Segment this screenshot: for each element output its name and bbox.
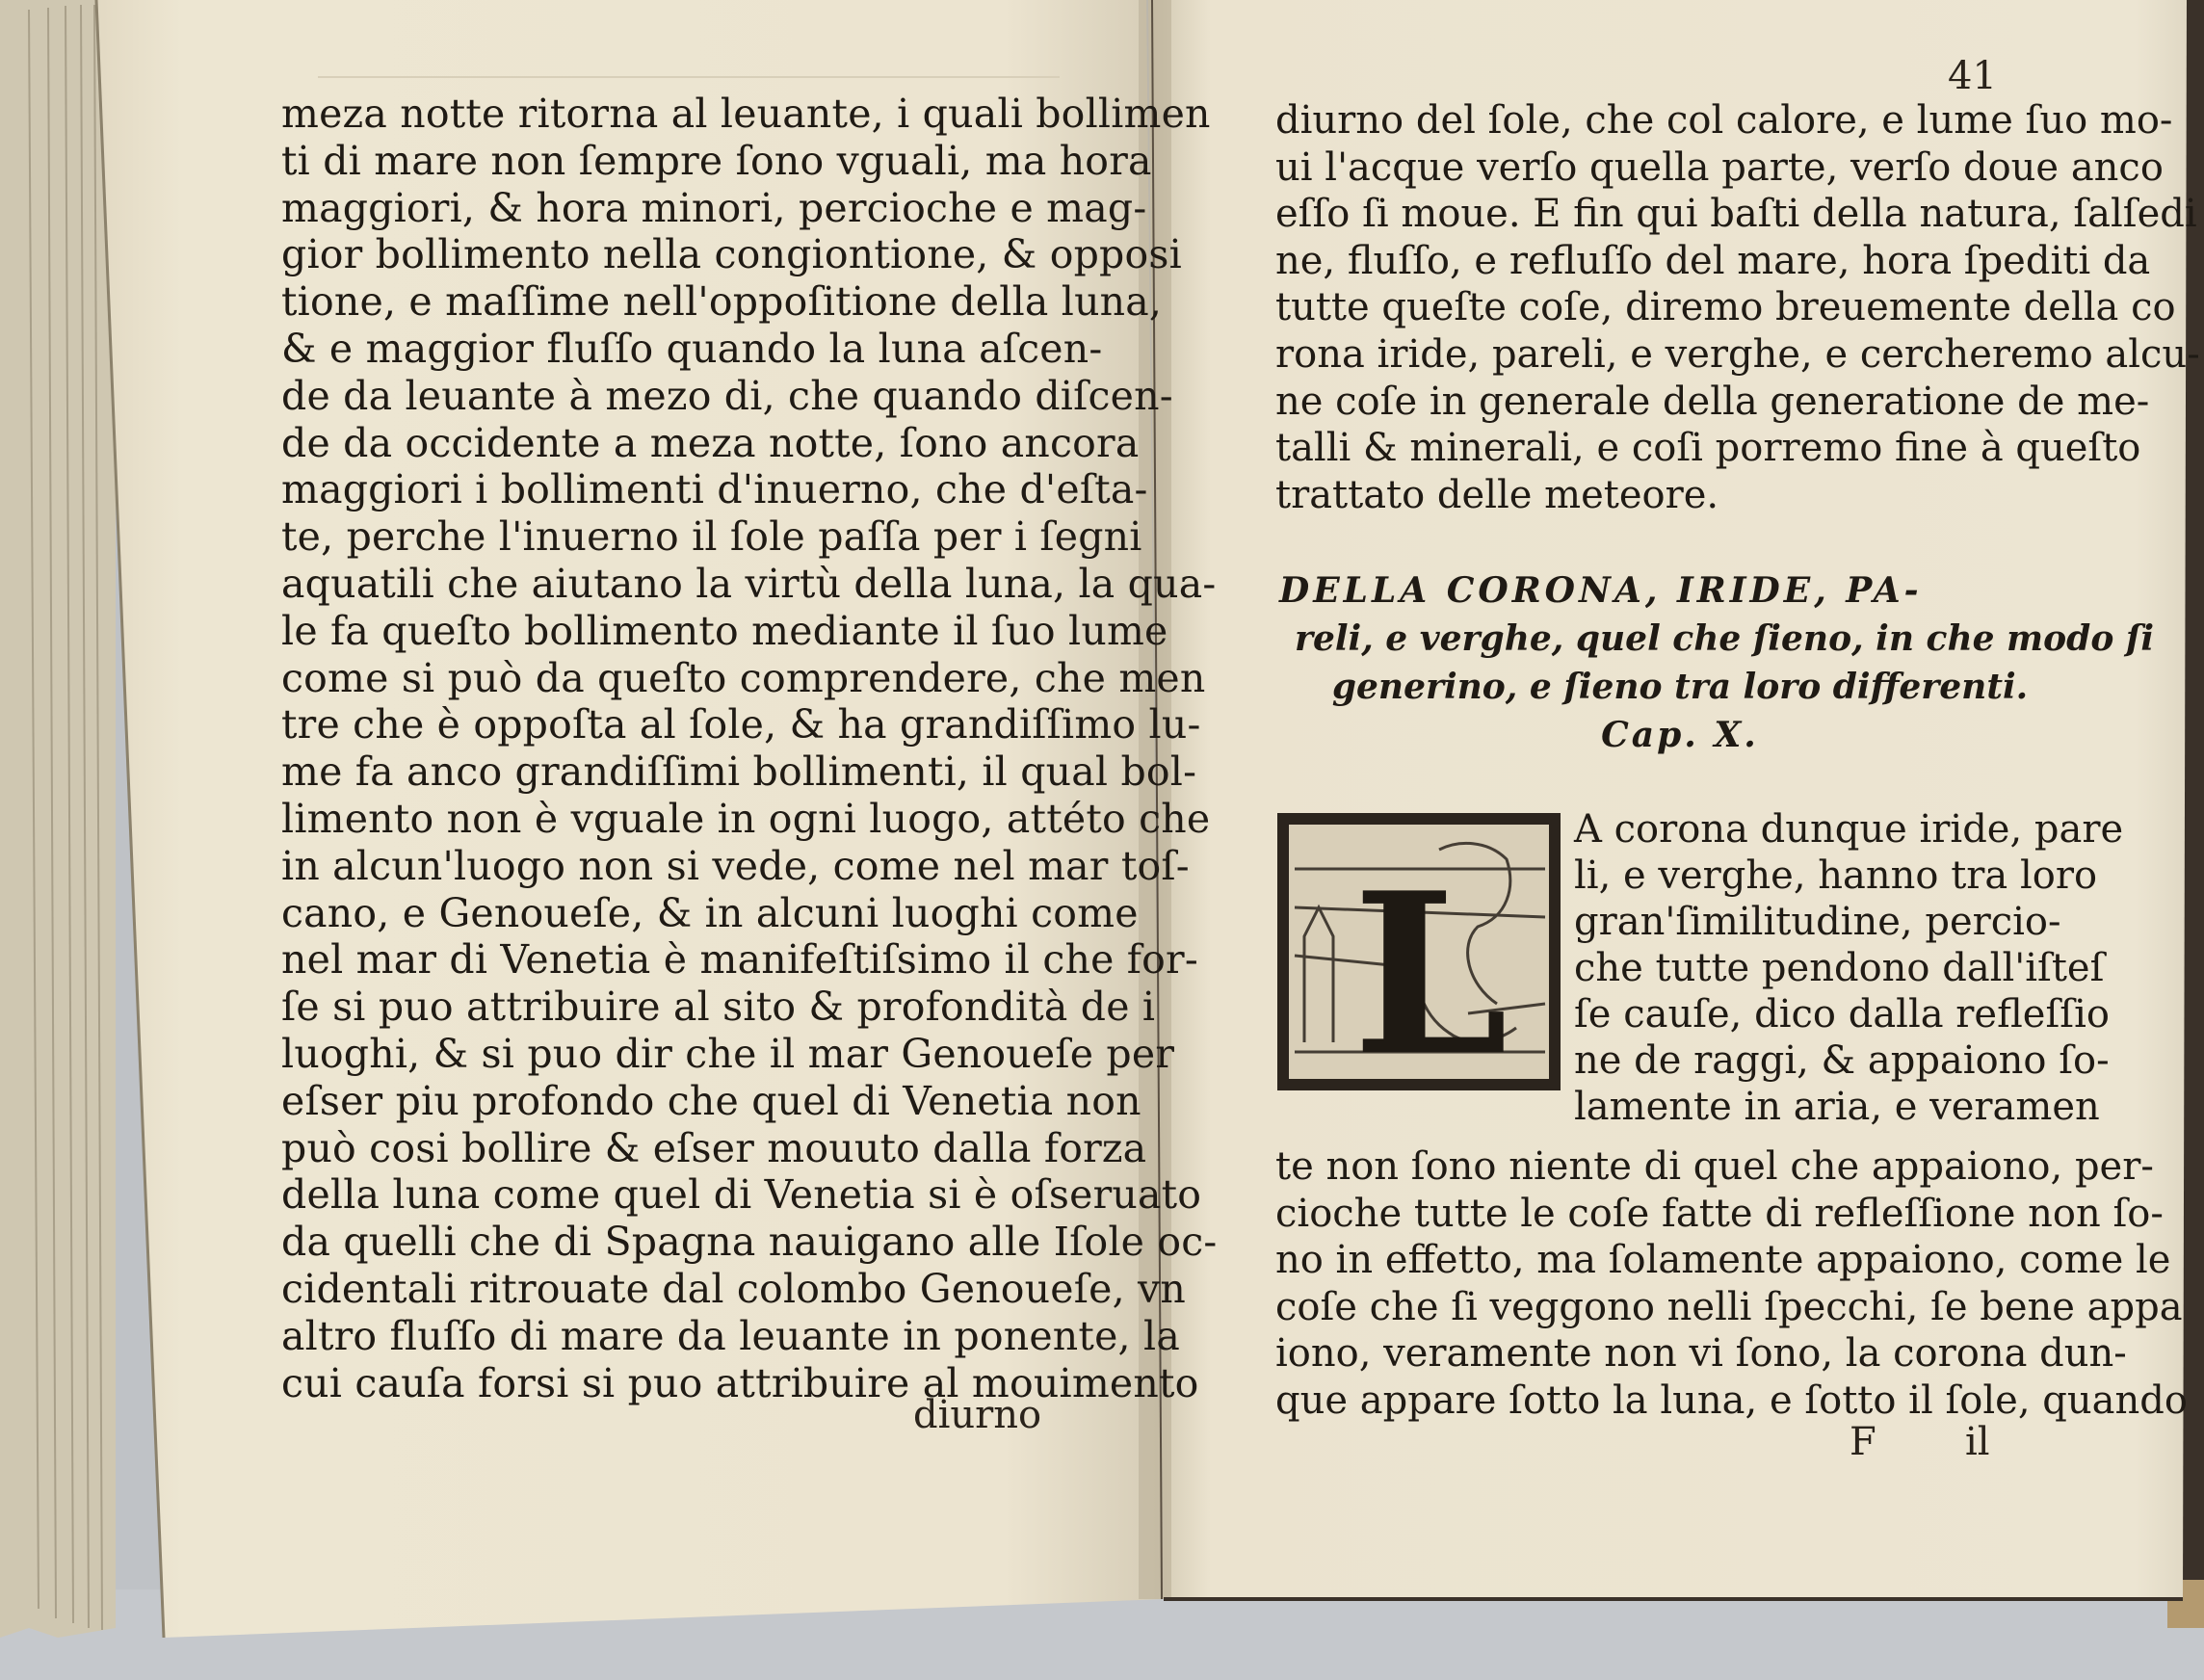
text-line: cano, e Genoueſe, & in alcuni luoghi come bbox=[281, 889, 1139, 936]
text-line: cioche tutte le coſe fatte di refleſſione non ſo- bbox=[1275, 1191, 2164, 1236]
text-line: & e maggior fluſſo quando la luna aſcen- bbox=[281, 326, 1103, 372]
text-line: ſe si puo attribuire al sito & profondità de i bbox=[281, 984, 1156, 1031]
text-line: talli & minerali, e coſi porremo fine à queſto bbox=[1275, 426, 2141, 471]
left-page-text bbox=[281, 91, 1218, 1439]
chapter-heading-line: reli, e verghe, quel che ſieno, in che modo ſi bbox=[1295, 618, 2155, 659]
text-line: lamente in aria, e veramen bbox=[1574, 1085, 2100, 1129]
text-line: trattato delle meteore. bbox=[1275, 472, 1719, 517]
text-line: altro fluſſo di mare da leuante in ponente, la bbox=[281, 1312, 1180, 1359]
text-line: luoghi, & si puo dir che il mar Genoueſe per bbox=[281, 1031, 1175, 1077]
text-line: cui cauſa forsi si puo attribuire al mouimento bbox=[281, 1359, 1199, 1406]
text-line: tione, e maſſime nell'oppoſitione della luna, bbox=[281, 278, 1163, 326]
text-line: rona iride, pareli, e verghe, e cercheremo alcu- bbox=[1275, 332, 2200, 377]
text-line: te, perche l'inuerno il ſole paſſa per i ſegni bbox=[281, 513, 1142, 561]
text-line: no in effetto, ma ſolamente appaiono, come le bbox=[1275, 1238, 2171, 1283]
text-line: de da leuante à mezo di, che quando diſcen- bbox=[281, 372, 1173, 419]
text-line: che tutte pendono dall'iſteſ bbox=[1574, 946, 2105, 990]
text-line: cidentali ritrouate dal colombo Genoueſe, vn bbox=[281, 1266, 1187, 1312]
text-line: ne, fluſſo, e refluſſo del mare, hora ſpediti da bbox=[1275, 238, 2151, 283]
text-line: de da occidente a meza notte, ſono ancora bbox=[281, 419, 1140, 466]
text-line: limento non è vguale in ogni luogo, attéto che bbox=[281, 796, 1211, 842]
text-line: meza notte ritorna al leuante, i quali bollimen bbox=[281, 91, 1211, 137]
text-line: coſe che ſi veggono nelli ſpecchi, ſe bene appa bbox=[1275, 1284, 2183, 1329]
drop-cap-woodcut bbox=[1275, 811, 1562, 1092]
chapter-heading-line: generino, e ſieno tra loro differenti. bbox=[1331, 667, 2029, 707]
text-line: da quelli che di Spagna nauigano alle Iſole oc- bbox=[281, 1219, 1218, 1266]
text-line: aquatili che aiutano la virtù della luna, la qua- bbox=[281, 561, 1217, 607]
text-line: gior bollimento nella congiontione, & opposi bbox=[281, 231, 1182, 278]
text-line: come si può da queſto comprendere, che men bbox=[281, 654, 1206, 701]
text-line: iono, veramente non vi ſono, la corona dun- bbox=[1275, 1331, 2127, 1377]
text-line: que appare ſotto la luna, e ſotto il ſole, quando bbox=[1275, 1378, 2188, 1423]
drop-cap-letter: L bbox=[1352, 845, 1509, 1092]
signature-mark: F bbox=[1850, 1420, 1876, 1464]
text-line: ne coſe in generale della generatione de me- bbox=[1275, 379, 2150, 424]
text-line: in alcun'luogo non si vede, come nel mar toſ- bbox=[281, 842, 1190, 889]
text-line: ne de raggi, & appaiono ſo- bbox=[1574, 1038, 2110, 1083]
text-line: te non ſono niente di quel che appaiono, per- bbox=[1275, 1144, 2154, 1189]
text-line: ti di mare non ſempre ſono vguali, ma hora bbox=[281, 137, 1152, 184]
text-line: diurno del ſole, che col calore, e lume ſuo mo- bbox=[1275, 98, 2173, 143]
page-number: 41 bbox=[1948, 54, 1997, 98]
text-line: eſser piu profondo che quel di Venetia non bbox=[281, 1077, 1141, 1124]
right-page-catchword: il bbox=[1965, 1420, 1990, 1464]
text-line: maggiori, & hora minori, percioche e mag- bbox=[281, 184, 1147, 231]
chapter-number: Cap. X. bbox=[1601, 715, 1759, 755]
text-line: le fa queſto bollimento mediante il ſuo lume bbox=[281, 607, 1168, 654]
text-line: maggiori i bollimenti d'inuerno, che d'eſta- bbox=[281, 466, 1148, 513]
chapter-heading-line: DELLA CORONA, IRIDE, PA- bbox=[1279, 570, 1923, 611]
text-line: ui l'acque verſo quella parte, verſo doue anco bbox=[1275, 144, 2164, 190]
left-page-catchword: diurno bbox=[913, 1393, 1042, 1437]
text-line: ſe cauſe, dico dalla refleſſio bbox=[1574, 992, 2110, 1037]
text-line: gran'ſimilitudine, percio- bbox=[1574, 900, 2061, 944]
text-line: nel mar di Venetia è manifeſtiſsimo il che for- bbox=[281, 936, 1198, 984]
right-page-text bbox=[1275, 98, 2200, 1447]
text-line: della luna come quel di Venetia si è oſseruato bbox=[281, 1171, 1202, 1219]
text-line: me fa anco grandiſſimi bollimenti, il qual bol- bbox=[281, 748, 1197, 796]
text-line: li, e verghe, hanno tra loro bbox=[1574, 853, 2098, 898]
text-line: eſſo ſi moue. E fin qui baſti della natura, ſalſedi bbox=[1275, 192, 2197, 237]
text-line: A corona dunque iride, pare bbox=[1574, 807, 2124, 852]
text-line: tre che è oppoſta al ſole, & ha grandiſſimo lu- bbox=[281, 701, 1201, 748]
text-line: può cosi bollire & eſser mouuto dalla forza bbox=[281, 1124, 1147, 1171]
text-line: tutte queſte coſe, diremo breuemente della co bbox=[1275, 285, 2176, 330]
